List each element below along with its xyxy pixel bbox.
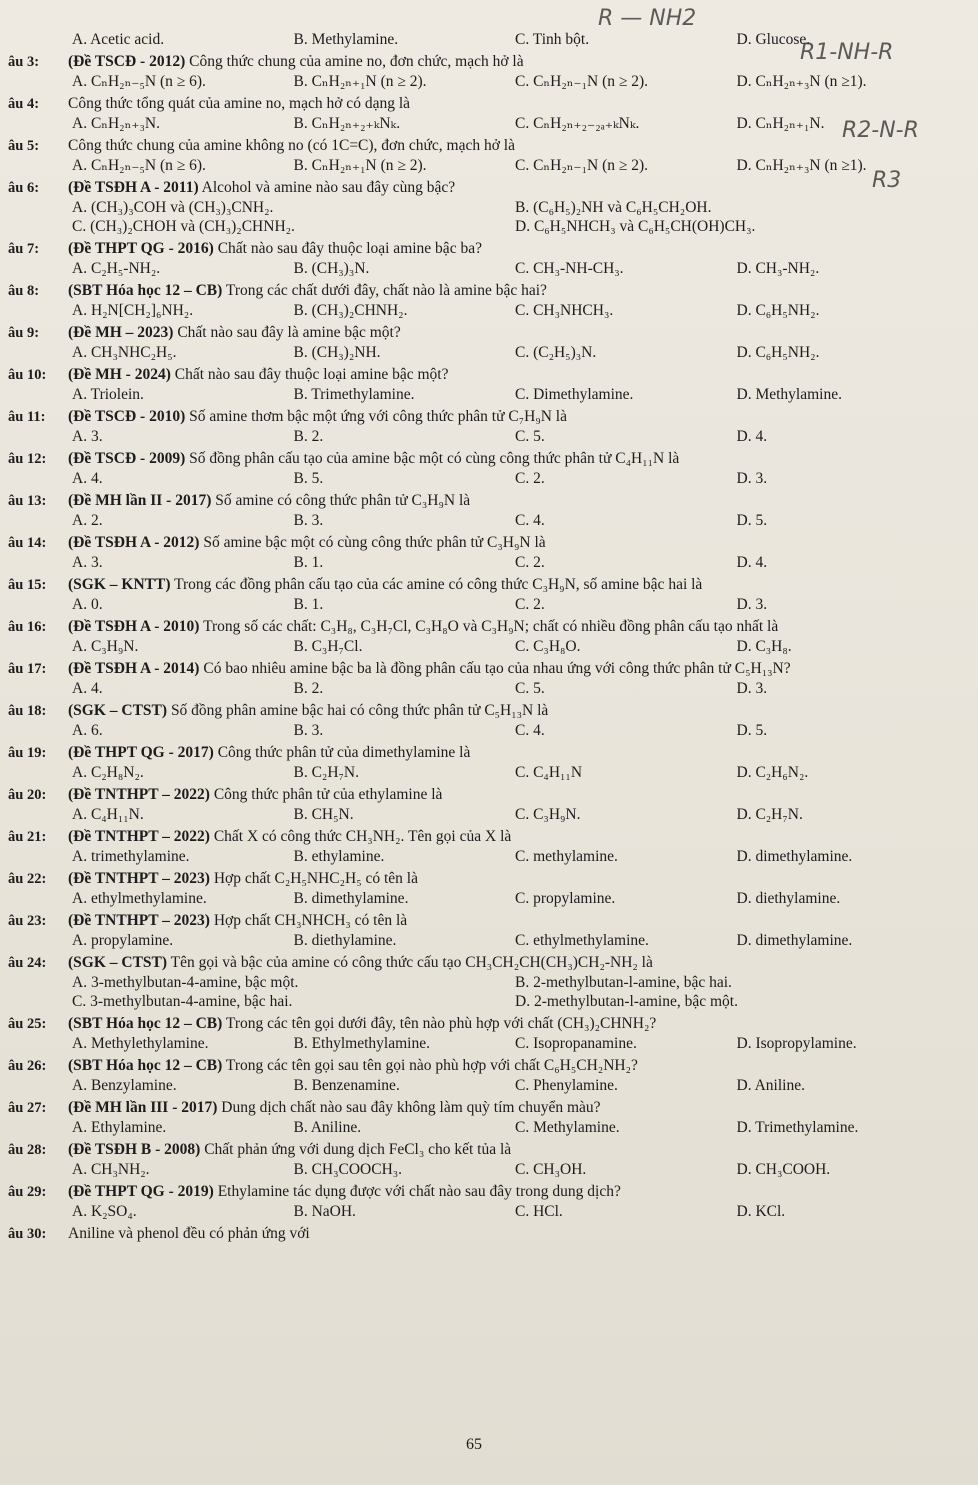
answer-option-b[interactable]: B. 3. xyxy=(293,512,324,529)
answer-option-b[interactable]: B. 5. xyxy=(293,470,324,487)
question-number: âu 21: xyxy=(8,829,47,845)
answer-option-a[interactable]: A. C₂H₈N₂. xyxy=(72,764,144,781)
question-stem xyxy=(8,1098,958,1118)
question-4 xyxy=(8,136,958,175)
answer-option-d[interactable]: D. C₂H₇N. xyxy=(736,806,803,823)
question-2 xyxy=(8,52,958,91)
answer-option-a[interactable]: A. Ethylamine. xyxy=(72,1119,167,1136)
answer-option-a[interactable]: A. (CH₃)₃COH và (CH₃)₃CNH₂. xyxy=(72,199,274,216)
question-text: Có bao nhiêu amine bậc ba là đồng phân cấu tạo của nhau ứng với công thức phân tử C₅H₁₃N? xyxy=(199,660,791,677)
answer-option-d[interactable]: D. Methylamine. xyxy=(736,386,842,403)
answer-option-b[interactable]: B. C₂H₇N. xyxy=(293,764,359,781)
answer-option-c[interactable]: C. Methylamine. xyxy=(515,1119,620,1136)
question-list xyxy=(8,30,958,1247)
question-source: (Đề MH lần II - 2017) xyxy=(68,492,212,509)
question-source: (Đề THPT QG - 2019) xyxy=(68,1183,214,1200)
answer-option-a[interactable]: A. K₂SO₄. xyxy=(72,1203,137,1220)
question-number: âu 5: xyxy=(8,138,40,154)
question-number: âu 26: xyxy=(8,1058,47,1074)
question-number: âu 13: xyxy=(8,493,47,509)
question-24 xyxy=(8,1014,958,1053)
answer-options xyxy=(8,595,958,614)
answer-option-d[interactable]: D. C₂H₆N₂. xyxy=(736,764,809,781)
question-source: (Đề TNTHPT – 2022) xyxy=(68,828,210,845)
question-source: (Đề TSĐH A - 2012) xyxy=(68,534,200,551)
question-text: Công thức chung của amine không no (có 1C=C), đơn chức, mạch hở là xyxy=(68,137,515,154)
question-stem xyxy=(8,94,958,114)
question-source: (SGK – KNTT) xyxy=(68,576,171,593)
answer-option-b[interactable]: B. C₃H₇Cl. xyxy=(293,638,363,655)
answer-option-d[interactable]: D. CH₃COOH. xyxy=(736,1161,831,1178)
answer-options xyxy=(8,679,958,698)
answer-option-c[interactable]: C. (CH₃)₂CHOH và (CH₃)₂CHNH₂. xyxy=(72,218,295,235)
answer-option-b[interactable]: B. Aniline. xyxy=(293,1119,362,1136)
answer-option-c[interactable]: C. ethylmethylamine. xyxy=(515,932,649,949)
question-17 xyxy=(8,701,958,740)
question-stem xyxy=(8,743,958,763)
answer-option-d[interactable]: D. C₆H₅NHCH₃ và C₆H₅CH(OH)CH₃. xyxy=(515,218,756,235)
question-stem xyxy=(8,1014,958,1034)
question-source: (Đề THPT QG - 2016) xyxy=(68,240,214,257)
question-number: âu 30: xyxy=(8,1226,47,1242)
question-text: Công thức phân tử của ethylamine là xyxy=(209,786,443,803)
answer-options xyxy=(8,259,958,278)
answer-option-d[interactable]: D. Isopropylamine. xyxy=(736,1035,857,1052)
question-source: (Đề MH lần III - 2017) xyxy=(68,1099,218,1116)
answer-option-a[interactable]: A. Triolein. xyxy=(72,386,144,403)
answer-option-b[interactable]: B. Ethylmethylamine. xyxy=(293,1035,430,1052)
question-13 xyxy=(8,533,958,572)
answer-options xyxy=(8,931,958,950)
question-22 xyxy=(8,911,958,950)
question-source: (Đề TSĐH A - 2010) xyxy=(68,618,200,635)
answer-option-a[interactable]: A. C₄H₁₁N. xyxy=(72,806,144,823)
answer-options xyxy=(8,469,958,488)
answer-option-c[interactable]: C. 3-methylbutan-4-amine, bậc hai. xyxy=(72,993,293,1010)
answer-options xyxy=(8,511,958,530)
question-stem xyxy=(8,178,958,198)
question-stem xyxy=(8,701,958,721)
answer-option-b[interactable]: B. dimethylamine. xyxy=(293,890,409,907)
question-stem xyxy=(8,323,958,343)
question-source: (SBT Hóa học 12 – CB) xyxy=(68,1015,223,1032)
answer-option-c[interactable]: C. 5. xyxy=(515,428,545,445)
question-8 xyxy=(8,323,958,362)
answer-option-c[interactable]: C. C₄H₁₁N xyxy=(515,764,583,781)
question-9 xyxy=(8,365,958,404)
answer-options xyxy=(8,1160,958,1179)
question-source: (Đề TSĐH A - 2014) xyxy=(68,660,200,677)
question-text: Số đồng phân amine bậc hai có công thức phân tử C₅H₁₃N là xyxy=(167,702,549,719)
question-text: Ethylamine tác dụng được với chất nào sau đây trong dung dịch? xyxy=(213,1183,621,1200)
question-text: Chất nào sau đây thuộc loại amine bậc ba? xyxy=(213,240,482,257)
answer-options xyxy=(8,1202,958,1221)
question-27 xyxy=(8,1140,958,1179)
question-15 xyxy=(8,617,958,656)
page-number: 65 xyxy=(466,1436,482,1453)
question-number: âu 28: xyxy=(8,1142,47,1158)
answer-options xyxy=(8,1076,958,1095)
question-text: Chất nào sau đây thuộc loại amine bậc một? xyxy=(170,366,449,383)
question-1 xyxy=(8,30,958,49)
question-text: Công thức phân tử của dimethylamine là xyxy=(213,744,471,761)
question-stem xyxy=(8,281,958,301)
question-text: Trong số các chất: C₃H₈, C₃H₇Cl, C₃H₈O và C₃H₉N; chất có nhiều đồng phân cấu tạo nhất là xyxy=(199,618,779,635)
answer-option-c[interactable]: C. (C₂H₅)₃N. xyxy=(515,344,597,361)
handwriting-r3: R3 xyxy=(872,168,902,193)
answer-option-c[interactable]: C. CₙH₂ₙ₋₁N (n ≥ 2). xyxy=(515,73,649,90)
question-text: Số amine thơm bậc một ứng với công thức phân tử C₇H₉N là xyxy=(185,408,567,425)
question-14 xyxy=(8,575,958,614)
question-stem xyxy=(8,659,958,679)
question-stem xyxy=(8,827,958,847)
answer-option-b[interactable]: B. 1. xyxy=(293,596,324,613)
question-number: âu 14: xyxy=(8,535,47,551)
question-text: Trong các tên gọi dưới đây, tên nào phù hợp với chất (CH₃)₂CHNH₂? xyxy=(222,1015,657,1032)
answer-option-d[interactable]: D. 3. xyxy=(736,680,768,697)
answer-option-c[interactable]: C. Phenylamine. xyxy=(515,1077,618,1094)
answer-option-a[interactable]: A. CₙH₂ₙ₋₅N (n ≥ 6). xyxy=(72,157,206,174)
answer-option-a[interactable]: A. propylamine. xyxy=(72,932,174,949)
answer-option-d[interactable]: D. 3. xyxy=(736,470,768,487)
answer-option-c[interactable]: C. 4. xyxy=(515,722,545,739)
answer-option-c[interactable]: C. 2. xyxy=(515,554,545,571)
question-number: âu 12: xyxy=(8,451,47,467)
question-text: Số amine có công thức phân tử C₃H₉N là xyxy=(211,492,471,509)
answer-option-b[interactable]: B. (CH₃)₃N. xyxy=(293,260,370,277)
answer-options xyxy=(8,427,958,446)
answer-option-c[interactable]: C. 4. xyxy=(515,512,545,529)
answer-option-b[interactable]: B. NaOH. xyxy=(293,1203,356,1220)
answer-option-d[interactable]: D. 4. xyxy=(736,554,768,571)
question-5 xyxy=(8,178,958,236)
answer-options xyxy=(8,385,958,404)
answer-option-b[interactable]: B. (CH₃)₂CHNH₂. xyxy=(293,302,408,319)
answer-option-d[interactable]: D. 3. xyxy=(736,596,768,613)
question-number: âu 7: xyxy=(8,241,40,257)
question-number: âu 11: xyxy=(8,409,46,425)
answer-option-b[interactable]: B. CₙH₂ₙ₊₁N (n ≥ 2). xyxy=(293,157,427,174)
answer-option-b[interactable]: B. 1. xyxy=(293,554,324,571)
answer-option-b[interactable]: B. (C₆H₅)₂NH và C₆H₅CH₂OH. xyxy=(515,199,712,216)
question-3 xyxy=(8,94,958,133)
question-text: Công thức tổng quát của amine no, mạch hở có dạng là xyxy=(68,95,411,112)
answer-option-a[interactable]: A. 3. xyxy=(72,554,103,571)
question-text: Alcohol và amine nào sau đây cùng bậc? xyxy=(198,179,456,196)
question-29 xyxy=(8,1224,958,1244)
answer-option-c[interactable]: C. Isopropanamine. xyxy=(515,1035,637,1052)
question-source: (Đề TSCĐ - 2012) xyxy=(68,53,186,70)
question-18 xyxy=(8,743,958,782)
question-text: Chất X có công thức CH₃NH₂. Tên gọi của X là xyxy=(209,828,512,845)
question-26 xyxy=(8,1098,958,1137)
question-source: (Đề TNTHPT – 2023) xyxy=(68,912,210,929)
question-6 xyxy=(8,239,958,278)
answer-option-a[interactable]: A. ethylmethylamine. xyxy=(72,890,207,907)
question-stem xyxy=(8,869,958,889)
question-source: (Đề TSĐH A - 2011) xyxy=(68,179,199,196)
answer-option-b[interactable]: B. Benzenamine. xyxy=(293,1077,400,1094)
question-source: (Đề TSĐH B - 2008) xyxy=(68,1141,201,1158)
question-number: âu 6: xyxy=(8,180,40,196)
handwriting-r2-n-r: R2-N-R xyxy=(842,118,919,143)
answer-option-a[interactable]: A. 6. xyxy=(72,722,103,739)
answer-options xyxy=(8,30,958,49)
answer-option-a[interactable]: A. 3. xyxy=(72,428,103,445)
answer-option-a[interactable]: A. 2. xyxy=(72,512,103,529)
question-number: âu 16: xyxy=(8,619,47,635)
answer-option-b[interactable]: B. 2. xyxy=(293,428,324,445)
question-source: (Đề THPT QG - 2017) xyxy=(68,744,214,761)
question-stem xyxy=(8,575,958,595)
question-source: (Đề TSCĐ - 2009) xyxy=(68,450,186,467)
question-source: (SBT Hóa học 12 – CB) xyxy=(68,282,223,299)
question-text: Hợp chất CH₃NHCH₃ có tên là xyxy=(209,912,408,929)
answer-option-a[interactable]: A. CₙH₂ₙ₊₃N. xyxy=(72,115,160,132)
answer-option-c[interactable]: C. 5. xyxy=(515,680,545,697)
answer-option-d[interactable]: D. diethylamine. xyxy=(736,890,841,907)
answer-option-a[interactable]: A. Methylethylamine. xyxy=(72,1035,209,1052)
question-21 xyxy=(8,869,958,908)
question-stem xyxy=(8,785,958,805)
question-source: (Đề MH - 2024) xyxy=(68,366,171,383)
question-source: (SGK – CTST) xyxy=(68,954,168,971)
answer-option-a[interactable]: A. 4. xyxy=(72,680,103,697)
answer-option-d[interactable]: D. Aniline. xyxy=(736,1077,805,1094)
answer-options xyxy=(8,156,958,175)
answer-option-a[interactable]: A. CH₃NHC₂H₅. xyxy=(72,344,177,361)
answer-option-c[interactable]: C. 2. xyxy=(515,596,545,613)
answer-option-c[interactable]: C. CH₃-NH-CH₃. xyxy=(515,260,624,277)
question-stem xyxy=(8,617,958,637)
answer-options xyxy=(8,973,958,1011)
answer-option-a[interactable]: A. C₂H₅-NH₂. xyxy=(72,260,161,277)
answer-options xyxy=(8,114,958,133)
question-23 xyxy=(8,953,958,1011)
answer-option-d[interactable]: D. dimethylamine. xyxy=(736,848,853,865)
answer-option-b[interactable]: B. CₙH₂ₙ₊₂₊ₖNₖ. xyxy=(293,115,401,132)
question-stem xyxy=(8,407,958,427)
answer-option-b[interactable]: B. 3. xyxy=(293,722,324,739)
answer-options xyxy=(8,301,958,320)
answer-option-b[interactable]: B. (CH₃)₂NH. xyxy=(293,344,381,361)
question-text: Công thức chung của amine no, đơn chức, mạch hở là xyxy=(185,53,524,70)
question-stem xyxy=(8,1224,958,1244)
question-12 xyxy=(8,491,958,530)
question-stem xyxy=(8,1056,958,1076)
answer-option-d[interactable]: D. 4. xyxy=(736,428,768,445)
answer-option-d[interactable]: D. C₃H₈. xyxy=(736,638,792,655)
answer-option-b[interactable]: B. Methylamine. xyxy=(293,31,399,48)
question-number: âu 4: xyxy=(8,96,40,112)
question-text: Trong các chất dưới đây, chất nào là amine bậc hai? xyxy=(222,282,547,299)
answer-option-b[interactable]: B. ethylamine. xyxy=(293,848,385,865)
answer-option-d[interactable]: D. dimethylamine. xyxy=(736,932,853,949)
answer-options xyxy=(8,1118,958,1137)
question-number: âu 22: xyxy=(8,871,47,887)
question-7 xyxy=(8,281,958,320)
question-number: âu 27: xyxy=(8,1100,47,1116)
question-number: âu 25: xyxy=(8,1016,47,1032)
answer-options xyxy=(8,1034,958,1053)
answer-option-b[interactable]: B. 2. xyxy=(293,680,324,697)
answer-options xyxy=(8,553,958,572)
question-number: âu 10: xyxy=(8,367,47,383)
handwriting-r-nh2: R — NH2 xyxy=(598,6,697,31)
answer-option-c[interactable]: C. HCl. xyxy=(515,1203,563,1220)
question-number: âu 8: xyxy=(8,283,40,299)
answer-options xyxy=(8,763,958,782)
question-text: Trong các đồng phân cấu tạo của các amine có công thức C₃H₉N, số amine bậc hai là xyxy=(170,576,703,593)
answer-option-a[interactable]: A. Benzylamine. xyxy=(72,1077,177,1094)
answer-option-d[interactable]: D. Trimethylamine. xyxy=(736,1119,859,1136)
answer-option-c[interactable]: C. CₙH₂ₙ₊₂₋₂ₐ₊ₖNₖ. xyxy=(515,115,640,132)
answer-option-d[interactable]: D. CₙH₂ₙ₊₁N. xyxy=(736,115,825,132)
question-11 xyxy=(8,449,958,488)
question-text: Hợp chất C₂H₅NHC₂H₅ có tên là xyxy=(209,870,418,887)
question-number: âu 19: xyxy=(8,745,47,761)
question-20 xyxy=(8,827,958,866)
question-stem xyxy=(8,239,958,259)
answer-option-c[interactable]: C. CH₃OH. xyxy=(515,1161,587,1178)
question-number: âu 15: xyxy=(8,577,47,593)
answer-option-d[interactable]: D. 2-methylbutan-l-amine, bậc một. xyxy=(515,993,738,1010)
answer-options xyxy=(8,198,958,236)
answer-option-d[interactable]: D. CₙH₂ₙ₊₃N (n ≥1). xyxy=(736,73,867,90)
question-stem xyxy=(8,449,958,469)
answer-option-d[interactable]: D. C₆H₅NH₂. xyxy=(736,302,820,319)
answer-option-a[interactable]: A. 3-methylbutan-4-amine, bậc một. xyxy=(72,974,299,991)
answer-option-c[interactable]: C. Dimethylamine. xyxy=(515,386,634,403)
answer-option-c[interactable]: C. methylamine. xyxy=(515,848,618,865)
question-source: (Đề MH – 2023) xyxy=(68,324,174,341)
answer-options xyxy=(8,637,958,656)
question-28 xyxy=(8,1182,958,1221)
answer-options xyxy=(8,343,958,362)
question-stem xyxy=(8,1140,958,1160)
answer-option-a[interactable]: A. C₃H₉N. xyxy=(72,638,139,655)
question-stem xyxy=(8,1182,958,1202)
answer-option-d[interactable]: D. C₆H₅NH₂. xyxy=(736,344,820,361)
question-25 xyxy=(8,1056,958,1095)
answer-option-c[interactable]: C. CH₃NHCH₃. xyxy=(515,302,614,319)
question-text: Số đồng phân cấu tạo của amine bậc một có cùng công thức phân tử C₄H₁₁N là xyxy=(185,450,680,467)
answer-option-c[interactable]: C. propylamine. xyxy=(515,890,616,907)
answer-option-b[interactable]: B. 2-methylbutan-l-amine, bậc hai. xyxy=(515,974,732,991)
question-16 xyxy=(8,659,958,698)
question-source: (Đề TNTHPT – 2022) xyxy=(68,786,210,803)
question-number: âu 17: xyxy=(8,661,47,677)
answer-option-d[interactable]: D. CH₃-NH₂. xyxy=(736,260,820,277)
question-10 xyxy=(8,407,958,446)
question-source: (Đề TNTHPT – 2023) xyxy=(68,870,210,887)
question-stem xyxy=(8,533,958,553)
question-text: Aniline và phenol đều có phản ứng với xyxy=(68,1225,310,1242)
question-number: âu 24: xyxy=(8,955,47,971)
question-text: Trong các tên gọi sau tên gọi nào phù hợp với chất C₆H₅CH₂NH₂? xyxy=(222,1057,638,1074)
answer-options xyxy=(8,889,958,908)
answer-option-c[interactable]: C. CₙH₂ₙ₋₁N (n ≥ 2). xyxy=(515,157,649,174)
answer-option-d[interactable]: D. 5. xyxy=(736,722,768,739)
question-number: âu 9: xyxy=(8,325,40,341)
question-19 xyxy=(8,785,958,824)
question-text: Dung dịch chất nào sau đây không làm quỳ tím chuyển màu? xyxy=(217,1099,601,1116)
answer-option-a[interactable]: A. trimethylamine. xyxy=(72,848,190,865)
answer-option-a[interactable]: A. CₙH₂ₙ₋₅N (n ≥ 6). xyxy=(72,73,206,90)
question-text: Tên gọi và bậc của amine có công thức cấu tạo CH₃CH₂CH(CH₃)CH₂-NH₂ là xyxy=(167,954,653,971)
answer-option-c[interactable]: C. C₃H₈O. xyxy=(515,638,581,655)
answer-option-a[interactable]: A. Acetic acid. xyxy=(72,31,165,48)
answer-option-b[interactable]: B. CH₃COOCH₃. xyxy=(293,1161,403,1178)
question-text: Chất phản ứng với dung dịch FeCl₃ cho kết tủa là xyxy=(200,1141,512,1158)
question-number: âu 20: xyxy=(8,787,47,803)
question-source: (SBT Hóa học 12 – CB) xyxy=(68,1057,223,1074)
handwriting-r1-nh-r: R1-NH-R xyxy=(800,40,894,65)
question-number: âu 18: xyxy=(8,703,47,719)
answer-option-d[interactable]: D. Glucose. xyxy=(736,31,811,48)
question-stem xyxy=(8,365,958,385)
answer-option-b[interactable]: B. CₙH₂ₙ₊₁N (n ≥ 2). xyxy=(293,73,427,90)
answer-options xyxy=(8,847,958,866)
answer-option-c[interactable]: C. 2. xyxy=(515,470,545,487)
answer-option-a[interactable]: A. H₂N[CH₂]₆NH₂. xyxy=(72,302,194,319)
answer-option-d[interactable]: D. KCl. xyxy=(736,1203,786,1220)
question-text: Chất nào sau đây là amine bậc một? xyxy=(173,324,401,341)
answer-options xyxy=(8,72,958,91)
answer-option-a[interactable]: A. CH₃NH₂. xyxy=(72,1161,150,1178)
question-source: (Đề TSCĐ - 2010) xyxy=(68,408,186,425)
answer-option-b[interactable]: B. Trimethylamine. xyxy=(293,386,415,403)
question-number: âu 29: xyxy=(8,1184,47,1200)
question-text: Số amine bậc một có cùng công thức phân tử C₃H₉N là xyxy=(199,534,546,551)
question-source: (SGK – CTST) xyxy=(68,702,168,719)
answer-option-c[interactable]: C. Tinh bột. xyxy=(515,31,590,48)
answer-option-c[interactable]: C. C₃H₉N. xyxy=(515,806,581,823)
answer-options xyxy=(8,721,958,740)
question-number: âu 23: xyxy=(8,913,47,929)
question-number: âu 3: xyxy=(8,54,40,70)
question-stem xyxy=(8,52,958,72)
answer-option-a[interactable]: A. 0. xyxy=(72,596,103,613)
answer-option-a[interactable]: A. 4. xyxy=(72,470,103,487)
answer-option-b[interactable]: B. CH₅N. xyxy=(293,806,354,823)
answer-options xyxy=(8,805,958,824)
answer-option-d[interactable]: D. 5. xyxy=(736,512,768,529)
answer-option-b[interactable]: B. diethylamine. xyxy=(293,932,397,949)
answer-option-d[interactable]: D. CₙH₂ₙ₊₃N (n ≥1). xyxy=(736,157,867,174)
question-stem xyxy=(8,953,958,973)
question-stem xyxy=(8,491,958,511)
question-stem xyxy=(8,136,958,156)
question-stem xyxy=(8,911,958,931)
